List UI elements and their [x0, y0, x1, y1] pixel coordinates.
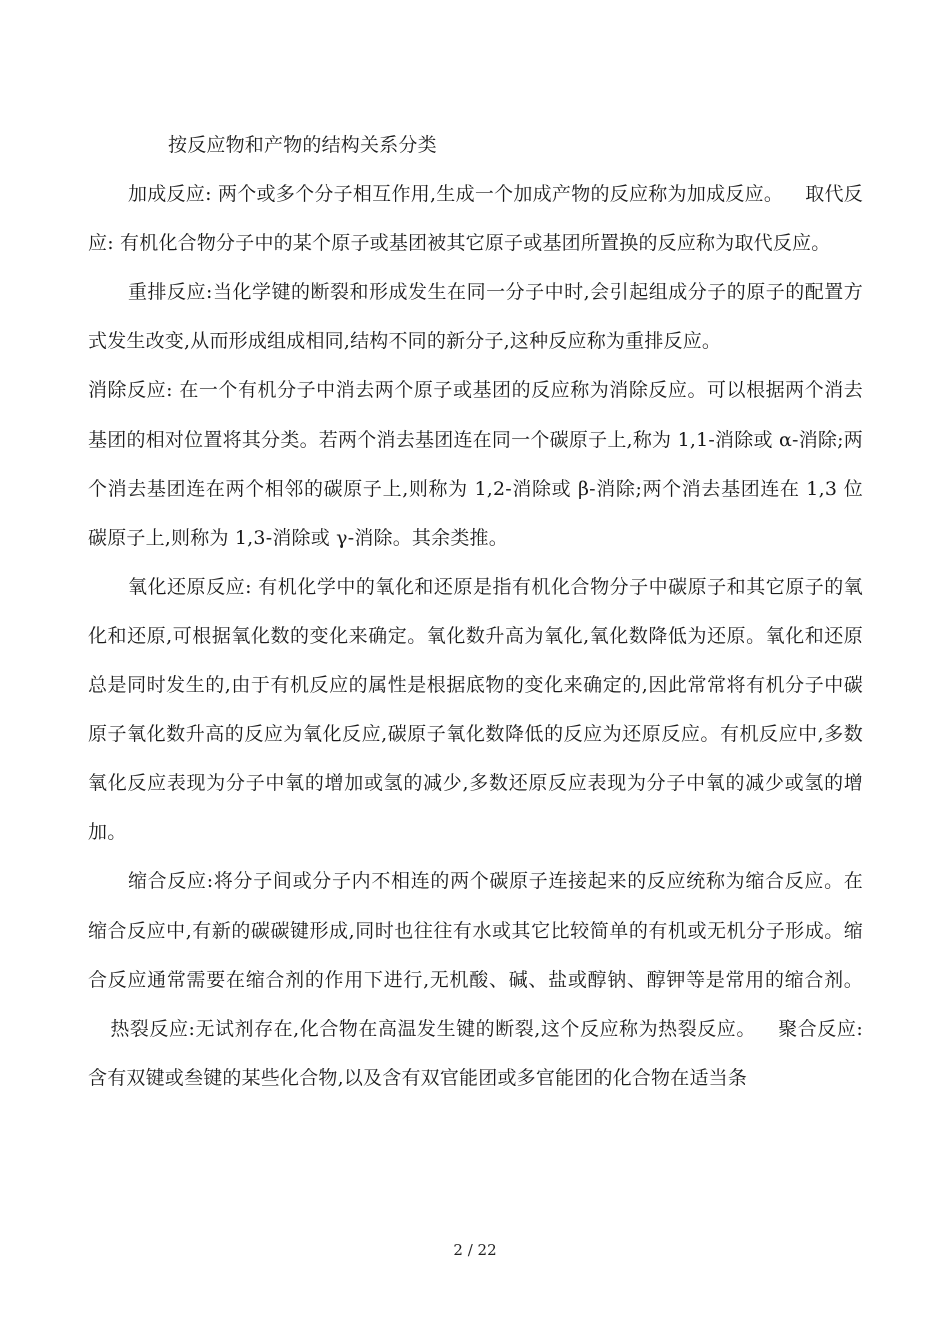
definition-substitution: : 有机化合物分子中的某个原子或基团被其它原子或基团所置换的反应称为取代反应。 — [107, 232, 831, 255]
paragraph-redox: 氧化还原反应: 有机化学中的氧化和还原是指有机化合物分子中碳原子和其它原子的氧化和还原,可根据氧化数的变化来确定。氧化数升高为氧化,氧化数降低为还原。氧化和还原总是同时发生的,由于有机反应的属性是根据底物的变化来确定的,因此常常将有机分子中碳原子氧化数升高的反应为氧化反应,碳原子氧化数降低的反应为还原反应。有机反应中,多数氧化反应表现为分子中氧的增加或氢的减少,多数还原反应表现为分子中氧的减少或氢的增加。 — [88, 575, 863, 844]
page-separator: / — [467, 1241, 473, 1259]
polymerization-text: 聚合反应:含有双键或叁键的某些化合物,以及含有双官能团或多官能团的化合物在适当条 — [88, 1017, 863, 1089]
term-addition: 加成反应 — [128, 183, 206, 206]
pyrolysis-text: 热裂反应:无试剂存在,化合物在高温发生键的断裂,这个反应称为热裂反应。 — [110, 1017, 756, 1040]
paragraph-rearrangement: 重排反应:当化学键的断裂和形成发生在同一分子中时,会引起组成分子的原子的配置方式发生改变,从而形成组成相同,结构不同的新分子,这种反应称为重排反应。 — [88, 281, 863, 353]
definition-addition: : 两个或多个分子相互作用,生成一个加成产物的反应称为加成反应。 — [205, 183, 784, 206]
paragraph-addition-substitution — [88, 170, 863, 268]
paragraph-elimination: 消除反应: 在一个有机分子中消去两个原子或基团的反应称为消除反应。可以根据两个消去基团的相对位置将其分类。若两个消去基团连在同一个碳原子上,称为 1,1-消除或 α-消除;两个消去基团连在两个相邻的碳原子上,则称为 1,2-消除或 β-消除;两个消去基团连在 1,3 位碳原子上,则称为 1,3-消除或 γ-消除。其余类推。 — [88, 379, 863, 549]
paragraph-condensation — [88, 857, 863, 1102]
term-substitution: 取代反应 — [88, 183, 863, 255]
document-body — [88, 121, 863, 1103]
section-heading: 按反应物和产物的结构关系分类 — [168, 134, 437, 156]
condensation-text: 缩合反应:将分子间或分子内不相连的两个碳原子连接起来的反应统称为缩合反应。在缩合反应中,有新的碳碳键形成,同时也往往有水或其它比较简单的有机或无机分子形成。缩合反应通常需要在缩合剂的作用下进行,无机酸、碱、盐或醇钠、醇钾等是常用的缩合剂。 — [88, 870, 863, 991]
current-page-number: 2 — [453, 1241, 463, 1259]
total-pages: 22 — [477, 1241, 497, 1259]
page-number — [0, 1241, 950, 1259]
